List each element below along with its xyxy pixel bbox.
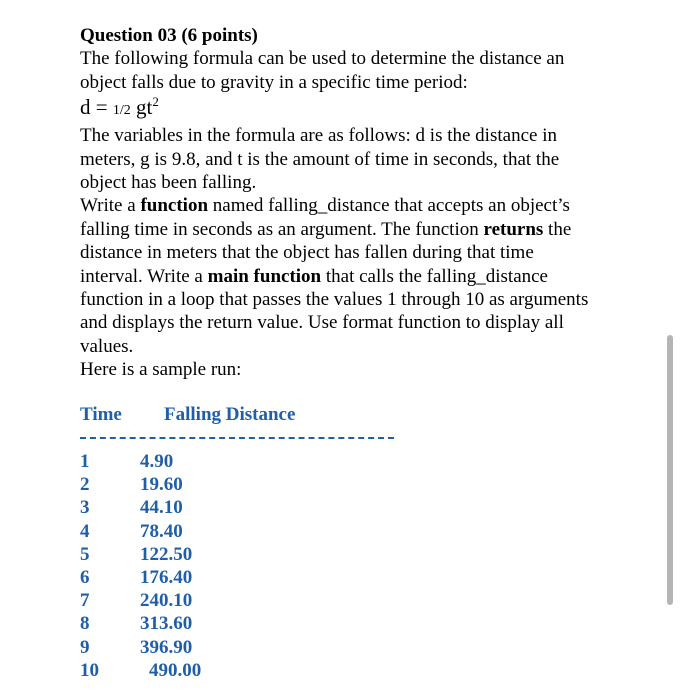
formula-lhs: d = — [80, 95, 113, 120]
time-cell: 8 — [80, 613, 90, 635]
distance-cell: 122.50 — [140, 543, 193, 565]
table-row — [80, 660, 280, 683]
distance-cell: 44.10 — [140, 497, 183, 519]
time-cell: 9 — [80, 636, 90, 658]
sample-run-rows — [80, 451, 280, 683]
time-cell: 3 — [80, 497, 90, 519]
task-part2: named falling_distance that accepts an object’s falling time in seconds as an argument. The function — [80, 195, 570, 240]
table-row — [80, 474, 280, 497]
time-cell: 2 — [80, 474, 90, 496]
time-cell: 10 — [80, 659, 99, 681]
table-row — [80, 521, 280, 544]
distance-cell: 313.60 — [140, 613, 193, 635]
distance-cell: 490.00 — [149, 659, 202, 681]
question-title: Question 03 (6 points) — [80, 25, 258, 46]
header-falling-distance: Falling Distance — [164, 404, 296, 425]
distance-cell: 19.60 — [140, 474, 183, 496]
question-body — [80, 24, 600, 382]
formula-exponent: 2 — [152, 94, 159, 110]
formula-fraction: 1/2 — [112, 103, 131, 119]
table-row — [80, 590, 280, 613]
task-part1: Write a — [80, 195, 141, 217]
table-row — [80, 497, 280, 520]
table-row — [80, 567, 280, 590]
table-row — [80, 451, 280, 474]
distance-cell: 176.40 — [140, 566, 193, 588]
table-row — [80, 544, 280, 567]
task-bold-main-function: main function — [207, 265, 322, 287]
sample-run-header — [80, 400, 400, 424]
time-cell: 1 — [80, 451, 90, 472]
dashed-divider — [80, 437, 394, 439]
sample-label: Here is a sample run: — [80, 359, 242, 381]
task-bold-returns: returns — [483, 218, 544, 240]
task-bold-function: function — [140, 195, 209, 217]
table-row — [80, 613, 280, 636]
distance-cell: 78.40 — [140, 520, 183, 542]
distance-cell: 4.90 — [140, 451, 174, 472]
task-part3: the distance in meters that the object has fallen during that time interval. Write a — [80, 218, 572, 287]
table-row — [80, 637, 280, 660]
time-cell: 6 — [80, 566, 90, 588]
intro-text: The following formula can be used to determine the distance an object falls due to gravity in a specific time period: — [80, 48, 565, 93]
distance-cell: 396.90 — [140, 636, 193, 658]
task-part4: that calls the falling_distance function in a loop that passes the values 1 through 10 as arguments and displays the return value. Use format function to display all values. — [80, 265, 589, 357]
vertical-scrollbar[interactable] — [667, 335, 673, 605]
task-text — [80, 194, 600, 358]
time-cell: 5 — [80, 543, 90, 565]
distance-cell: 240.10 — [140, 590, 193, 612]
formula-term: gt — [135, 95, 153, 120]
header-time: Time — [80, 404, 122, 425]
variables-text: The variables in the formula are as follows: d is the distance in meters, g is 9.8, and t is the amount of time in seconds, that the object has been falling. — [80, 125, 560, 194]
formula — [80, 94, 600, 124]
time-cell: 4 — [80, 520, 90, 542]
time-cell: 7 — [80, 590, 90, 612]
